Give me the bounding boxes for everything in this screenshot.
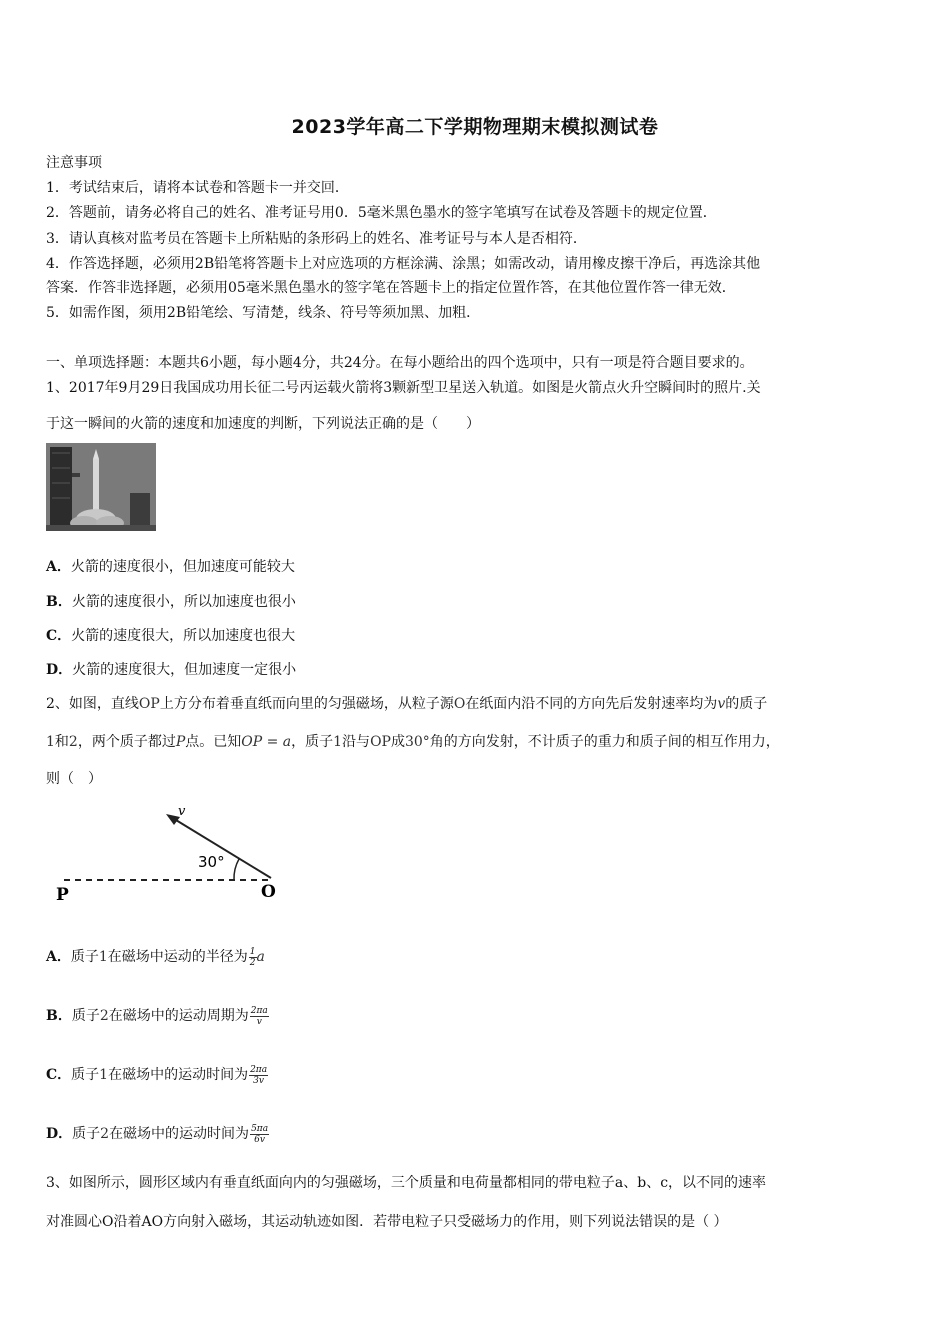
- question-2-stem: 1和2，两个质子都过P点。已知OP = a，质子1沿与OP成30°角的方向发射，不计质子的重力和质子间的相互作用力，: [46, 734, 780, 750]
- question-3-stem: 对准圆心O沿着AO方向射入磁场，其运动轨迹如图．若带电粒子只受磁场力的作用，则下列说法错误的是（ ）: [46, 1214, 728, 1230]
- notice-heading: 注意事项: [46, 155, 102, 171]
- particle-diagram: [46, 805, 291, 920]
- option-a: A．火箭的速度很小，但加速度可能较大: [46, 559, 295, 575]
- option-a: A．质子1在磁场中运动的半径为 $\frac{1}{2}$ a: [46, 946, 265, 968]
- notice-item: 5．如需作图，须用2B铅笔绘、写清楚，线条、符号等须加黑、加粗．: [46, 305, 481, 321]
- question-1-stem: 1、2017年9月29日我国成功用长征二号丙运载火箭将3颗新型卫星送入轨道。如图是火箭点火升空瞬间时的照片.关: [46, 380, 761, 396]
- angle-label: 30°: [198, 853, 225, 871]
- page-title: 2023学年高二下学期物理期末模拟测试卷: [291, 116, 659, 138]
- notice-item: 2．答题前，请务必将自己的姓名、准考证号用0．5毫米黑色墨水的签字笔填写在试卷及答题卡的规定位置．: [46, 205, 717, 221]
- v-label: v: [178, 805, 186, 819]
- question-3-stem: 3、如图所示，圆形区域内有垂直纸面向内的匀强磁场，三个质量和电荷量都相同的带电粒子a、b、c，以不同的速率: [46, 1175, 767, 1191]
- notice-item: 答案．作答非选择题，必须用05毫米黑色墨水的签字笔在答题卡上的指定位置作答，在其他位置作答一律无效．: [46, 280, 736, 296]
- notice-item: 4．作答选择题，必须用2B铅笔将答题卡上对应选项的方框涂满、涂黑；如需改动，请用橡皮擦干净后，再选涂其他: [46, 256, 761, 272]
- question-2-stem: 2、如图，直线OP上方分布着垂直纸而向里的匀强磁场，从粒子源O在纸面内沿不同的方向先后发射速率均为v的质子: [46, 696, 768, 712]
- o-label: O: [261, 882, 276, 902]
- option-b: B．火箭的速度很小，所以加速度也很小: [46, 594, 296, 610]
- option-c: C．火箭的速度很大，所以加速度也很大: [46, 628, 296, 644]
- question-2-stem: 则（ ）: [46, 771, 102, 787]
- notice-item: 1．考试结束后，请将本试卷和答题卡一并交回．: [46, 180, 349, 196]
- p-label: P: [56, 885, 69, 905]
- option-b: B．质子2在磁场中的运动周期为 $\frac{2\pi a}{v}$: [46, 1005, 268, 1027]
- rocket-launch-photo: [46, 443, 156, 531]
- option-c: C．质子1在磁场中的运动时间为 $\frac{2\pi a}{3v}$: [46, 1064, 268, 1086]
- notice-item: 3．请认真核对监考员在答题卡上所粘贴的条形码上的姓名、准考证号与本人是否相符．: [46, 231, 587, 247]
- question-1-stem: 于这一瞬间的火箭的速度和加速度的判断，下列说法正确的是（ ）: [46, 416, 480, 432]
- option-d: D．火箭的速度很大，但加速度一定很小: [46, 662, 297, 678]
- section-heading: 一、单项选择题：本题共6小题，每小题4分，共24分。在每小题给出的四个选项中，只有一项是符合题目要求的。: [46, 355, 754, 371]
- option-d: D．质子2在磁场中的运动时间为 $\frac{5\pi a}{6v}$: [46, 1123, 269, 1145]
